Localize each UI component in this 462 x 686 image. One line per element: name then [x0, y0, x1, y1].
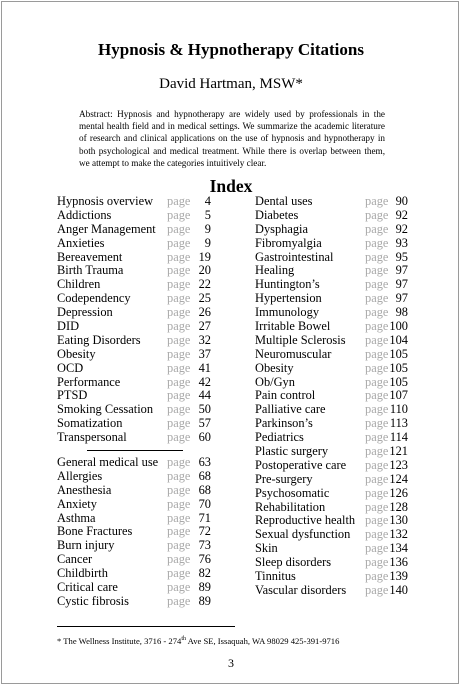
index-entry-page-number: 107 — [389, 388, 408, 403]
index-entry-page-number: 134 — [389, 541, 408, 556]
index-entry-page-number: 89 — [198, 580, 211, 595]
index-group-medical — [57, 456, 212, 609]
index-entry — [57, 498, 212, 512]
index-entry-name: Healing — [255, 263, 295, 278]
index-entry-page-label: page — [167, 277, 191, 292]
index-entry-page-number: 22 — [198, 277, 211, 292]
index-entry-page-number: 113 — [389, 416, 408, 431]
footnote-text: * The Wellness Institute, 3716 - 274 — [57, 636, 182, 646]
index-entry-name: Gastrointestinal — [255, 249, 334, 264]
index-entry-page-number: 124 — [389, 471, 408, 486]
index-entry-name: Children — [57, 277, 101, 292]
index-column-left — [57, 195, 212, 609]
index-entry — [57, 292, 212, 306]
index-entry-name: Postoperative care — [255, 457, 347, 472]
index-entry-page-number: 25 — [198, 291, 211, 306]
index-entry-name: Vascular disorders — [255, 582, 347, 597]
index-entry-name: Palliative care — [255, 402, 326, 417]
index-entry-page-number: 130 — [389, 513, 408, 528]
index-entry — [255, 348, 410, 362]
index-entry-page-label: page — [167, 468, 191, 483]
index-entry-page-number: 105 — [389, 374, 408, 389]
index-entry — [57, 539, 212, 553]
index-entry-page-number: 5 — [204, 207, 211, 222]
index-entry — [57, 431, 212, 445]
index-entry-page-number: 68 — [198, 468, 211, 483]
index-entry-page-number: 50 — [198, 402, 211, 417]
index-entry-page-label: page — [365, 194, 389, 208]
index-entry-page-number: 140 — [389, 582, 408, 597]
index-entry — [57, 334, 212, 348]
index-entry-name: Anxieties — [57, 235, 105, 250]
index-entry — [57, 237, 212, 251]
index-entry-page-label: page — [365, 527, 389, 542]
index-entry — [255, 223, 410, 237]
index-entry-name: Pediatrics — [255, 430, 304, 445]
index-entry-page-label: page — [365, 444, 389, 459]
index-entry-name: Burn injury — [57, 538, 115, 553]
index-entry-name: Ob/Gyn — [255, 374, 295, 389]
index-entry-page-number: 139 — [389, 569, 408, 584]
index-entry — [57, 209, 212, 223]
index-entry — [57, 320, 212, 334]
index-entry-name: Addictions — [57, 207, 112, 222]
index-entry — [255, 237, 410, 251]
index-entry-page-number: 44 — [198, 388, 211, 403]
index-entry-page-label: page — [167, 402, 191, 417]
index-entry-name: Fibromyalgia — [255, 235, 322, 250]
index-entry-page-label: page — [365, 430, 389, 445]
index-entry-name: Anesthesia — [57, 482, 112, 497]
index-entry-page-number: 68 — [198, 482, 211, 497]
index-entry — [57, 553, 212, 567]
index-entry-name: Cystic fibrosis — [57, 593, 129, 608]
index-entry-page-number: 98 — [395, 305, 408, 320]
index-entry-name: Anger Management — [57, 221, 156, 236]
index-entry-page-number: 32 — [198, 332, 211, 347]
index-entry-page-label: page — [167, 221, 191, 236]
index-entry-page-label: page — [365, 221, 389, 236]
index-entry-page-label: page — [167, 580, 191, 595]
index-entry-page-label: page — [365, 582, 389, 597]
index-entry-page-label: page — [365, 305, 389, 320]
index-entry-page-number: 37 — [198, 346, 211, 361]
index-entry — [57, 456, 212, 470]
index-entry-page-number: 9 — [204, 221, 211, 236]
index-entry-page-number: 4 — [204, 194, 211, 208]
index-entry-page-label: page — [167, 360, 191, 375]
index-entry-page-number: 76 — [198, 552, 211, 567]
index-group-medical-continued — [255, 195, 410, 598]
index-entry-page-label: page — [365, 388, 389, 403]
index-entry-page-number: 27 — [198, 319, 211, 334]
index-entry — [255, 209, 410, 223]
index-entry-name: Sexual dysfunction — [255, 527, 351, 542]
index-entry-name: Dental uses — [255, 194, 313, 208]
index-entry — [57, 306, 212, 320]
index-entry-page-label: page — [365, 569, 389, 584]
index-entry-page-label: page — [167, 305, 191, 320]
index-entry-page-number: 57 — [198, 416, 211, 431]
index-entry-page-label: page — [167, 538, 191, 553]
index-entry-name: Irritable Bowel — [255, 319, 331, 334]
index-heading: Index — [209, 176, 253, 196]
index-entry-page-label: page — [167, 416, 191, 431]
index-entry — [57, 195, 212, 209]
footnote — [57, 636, 339, 646]
index-entry-page-label: page — [365, 555, 389, 570]
index-entry — [255, 334, 410, 348]
index-entry — [255, 542, 410, 556]
index-entry-page-label: page — [365, 346, 389, 361]
index-entry — [255, 403, 410, 417]
index-entry-name: Sleep disorders — [255, 555, 332, 570]
index-entry-page-label: page — [365, 471, 389, 486]
index-entry-page-label: page — [365, 332, 389, 347]
index-entry — [255, 473, 410, 487]
index-entry-name: Obesity — [57, 346, 96, 361]
index-entry — [57, 581, 212, 595]
index-entry-page-label: page — [167, 552, 191, 567]
index-entry-page-number: 20 — [198, 263, 211, 278]
document-title: Hypnosis & Hypnotherapy Citations — [98, 40, 364, 59]
index-entry-page-number: 73 — [198, 538, 211, 553]
index-entry-page-label: page — [365, 457, 389, 472]
index-entry — [255, 251, 410, 265]
index-entry-page-label: page — [167, 524, 191, 539]
index-entry-page-label: page — [365, 485, 389, 500]
index-entry-name: Critical care — [57, 580, 118, 595]
index-entry-page-number: 110 — [389, 402, 408, 417]
index-entry-page-number: 100 — [389, 319, 408, 334]
index-entry-page-label: page — [365, 402, 389, 417]
index-entry-name: Birth Trauma — [57, 263, 124, 278]
index-entry-page-label: page — [365, 416, 389, 431]
index-entry-page-label: page — [167, 332, 191, 347]
index-entry — [57, 512, 212, 526]
index-entry — [255, 556, 410, 570]
index-entry-name: Transpersonal — [57, 430, 127, 445]
index-entry — [255, 195, 410, 209]
index-entry-name: Obesity — [255, 360, 294, 375]
index-entry-page-number: 123 — [389, 457, 408, 472]
index-entry-page-number: 93 — [395, 235, 408, 250]
index-entry — [255, 445, 410, 459]
index-entry-page-label: page — [167, 319, 191, 334]
index-entry-page-label: page — [365, 277, 389, 292]
index-entry-name: Allergies — [57, 468, 103, 483]
index-entry-page-number: 95 — [395, 249, 408, 264]
index-entry-name: Bone Fractures — [57, 524, 133, 539]
index-entry — [255, 278, 410, 292]
index-entry-name: Hypertension — [255, 291, 322, 306]
index-entry-page-label: page — [167, 496, 191, 511]
index-entry-page-label: page — [167, 249, 191, 264]
index-entry-page-number: 114 — [389, 430, 408, 445]
index-entry — [255, 292, 410, 306]
index-entry-page-number: 19 — [198, 249, 211, 264]
index-entry-page-label: page — [365, 263, 389, 278]
index-entry-name: Huntington’s — [255, 277, 320, 292]
index-entry-page-label: page — [167, 430, 191, 445]
index-entry-name: Asthma — [57, 510, 96, 525]
index-entry-name: Dysphagia — [255, 221, 308, 236]
index-entry-name: General medical use — [57, 455, 159, 470]
index-entry-name: Depression — [57, 305, 113, 320]
index-entry — [255, 320, 410, 334]
index-entry — [57, 484, 212, 498]
index-entry-name: Codependency — [57, 291, 131, 306]
index-entry-name: Childbirth — [57, 566, 108, 581]
index-entry-page-number: 97 — [395, 277, 408, 292]
index-entry-name: Plastic surgery — [255, 444, 329, 459]
index-entry-page-number: 132 — [389, 527, 408, 542]
index-entry — [57, 525, 212, 539]
index-entry — [57, 403, 212, 417]
index-entry-page-label: page — [167, 510, 191, 525]
index-entry-page-label: page — [167, 374, 191, 389]
index-entry-name: Pre-surgery — [255, 471, 313, 486]
index-entry-name: Hypnosis overview — [57, 194, 154, 208]
index-entry-page-label: page — [365, 374, 389, 389]
index-entry-page-label: page — [365, 249, 389, 264]
index-entry-page-label: page — [167, 235, 191, 250]
index-entry-name: Parkinson’s — [255, 416, 313, 431]
index-entry — [57, 251, 212, 265]
index-entry — [255, 376, 410, 390]
index-entry — [255, 570, 410, 584]
index-entry — [255, 584, 410, 598]
index-entry — [255, 362, 410, 376]
index-entry-page-number: 126 — [389, 485, 408, 500]
index-entry — [255, 306, 410, 320]
document-author: David Hartman, MSW* — [159, 76, 303, 92]
index-entry — [255, 264, 410, 278]
index-entry-name: Cancer — [57, 552, 93, 567]
index-entry-page-number: 72 — [198, 524, 211, 539]
index-entry-page-number: 26 — [198, 305, 211, 320]
index-entry — [255, 487, 410, 501]
index-entry-page-number: 97 — [395, 263, 408, 278]
index-entry-page-number: 105 — [389, 346, 408, 361]
index-entry-name: Psychosomatic — [255, 485, 330, 500]
footnote-rule — [57, 626, 235, 627]
index-entry-page-number: 89 — [198, 593, 211, 608]
index-entry — [57, 223, 212, 237]
index-entry — [57, 376, 212, 390]
index-entry-page-label: page — [365, 499, 389, 514]
index-entry — [57, 264, 212, 278]
index-entry-name: Anxiety — [57, 496, 97, 511]
index-entry-page-label: page — [167, 346, 191, 361]
index-group-divider — [87, 450, 183, 451]
index-entry-page-number: 92 — [395, 207, 408, 222]
index-entry-page-label: page — [167, 455, 191, 470]
abstract-paragraph: Abstract: Hypnosis and hypnotherapy are widely used by professionals in the mental health field and in medical settings. We summarize the academic literature of research and clinical applications on the use of hypnosis and hypnotherapy in both psychological and medical treatment. While there is overlap between them, we attempt to make the categories intuitively clear. — [79, 109, 385, 168]
index-entry — [255, 459, 410, 473]
index-entry-page-number: 104 — [389, 332, 408, 347]
index-entry-page-number: 97 — [395, 291, 408, 306]
index-entry-page-label: page — [365, 541, 389, 556]
index-entry-page-number: 105 — [389, 360, 408, 375]
index-entry-name: Eating Disorders — [57, 332, 141, 347]
index-entry-name: Bereavement — [57, 249, 123, 264]
index-entry-page-number: 63 — [198, 455, 211, 470]
index-entry — [57, 417, 212, 431]
index-entry-page-label: page — [167, 566, 191, 581]
index-entry-page-number: 121 — [389, 444, 408, 459]
index-entry-page-label: page — [365, 235, 389, 250]
index-entry-name: DID — [57, 319, 80, 334]
index-entry-name: Immunology — [255, 305, 320, 320]
page-number: 3 — [228, 656, 234, 670]
index-entry — [57, 567, 212, 581]
index-entry-page-label: page — [167, 388, 191, 403]
index-entry-page-number: 42 — [198, 374, 211, 389]
index-entry-name: OCD — [57, 360, 84, 375]
index-entry — [57, 278, 212, 292]
index-entry-page-label: page — [167, 482, 191, 497]
index-group-psychological — [57, 195, 212, 445]
index-entry-page-label: page — [365, 319, 389, 334]
index-entry — [255, 528, 410, 542]
index-entry-page-number: 41 — [198, 360, 211, 375]
index-entry-page-number: 9 — [204, 235, 211, 250]
index-entry — [57, 470, 212, 484]
index-entry-page-label: page — [365, 513, 389, 528]
index-entry-page-number: 70 — [198, 496, 211, 511]
index-entry — [255, 514, 410, 528]
index-entry-page-number: 136 — [389, 555, 408, 570]
index-entry-name: Multiple Sclerosis — [255, 332, 346, 347]
index-entry — [57, 348, 212, 362]
index-entry — [255, 389, 410, 403]
index-entry-page-number: 82 — [198, 566, 211, 581]
index-entry-page-label: page — [167, 207, 191, 222]
index-entry-page-number: 60 — [198, 430, 211, 445]
index-entry-page-label: page — [365, 291, 389, 306]
index-entry-name: PTSD — [57, 388, 88, 403]
index-entry-name: Tinnitus — [255, 569, 296, 584]
index-entry-name: Smoking Cessation — [57, 402, 154, 417]
index-entry-name: Pain control — [255, 388, 316, 403]
index-entry-page-label: page — [365, 207, 389, 222]
index-entry-page-label: page — [167, 263, 191, 278]
index-entry-page-label: page — [167, 291, 191, 306]
index-entry-page-label: page — [365, 360, 389, 375]
footnote-superscript: th — [181, 636, 186, 643]
index-entry-name: Skin — [255, 541, 278, 556]
index-entry-name: Performance — [57, 374, 121, 389]
index-entry-name: Neuromuscular — [255, 346, 332, 361]
index-entry-name: Rehabilitation — [255, 499, 326, 514]
index-entry — [57, 595, 212, 609]
index-entry-page-label: page — [167, 593, 191, 608]
index-entry-page-number: 90 — [395, 194, 408, 208]
index-entry — [57, 389, 212, 403]
index-entry — [255, 501, 410, 515]
index-entry-page-label: page — [167, 194, 191, 208]
index-entry — [57, 362, 212, 376]
index-entry-page-number: 92 — [395, 221, 408, 236]
index-entry — [255, 431, 410, 445]
index-entry-name: Diabetes — [255, 207, 299, 222]
index-entry-page-number: 71 — [198, 510, 211, 525]
index-entry-page-number: 128 — [389, 499, 408, 514]
footnote-text-rest: Ave SE, Issaquah, WA 98029 425-391-9716 — [185, 636, 340, 646]
index-entry-name: Somatization — [57, 416, 123, 431]
index-entry — [255, 417, 410, 431]
index-column-right — [255, 195, 410, 598]
index-entry-name: Reproductive health — [255, 513, 356, 528]
